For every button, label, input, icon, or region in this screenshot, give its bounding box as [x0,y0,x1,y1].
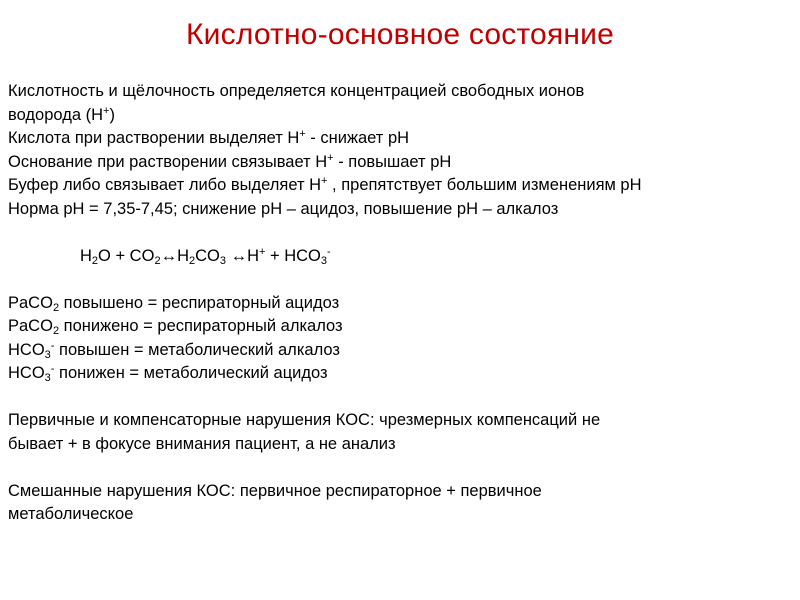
rule-line: PaCO$_2$ повышено = респираторный ацидоз [8,293,340,314]
text-line: водорода (H+) [8,104,115,124]
rule-line: $HCO_3^-$ понижен = метаболический ацидоз [8,363,328,384]
rule-line: $HCO_3^-$ повышен = метаболический алкалоз [8,339,340,361]
text-line: метаболическое [8,505,134,523]
text-line: Кислотность и щёлочность определяется концентрацией свободных ионов [8,82,585,100]
text-line: Буфер либо связывает либо выделяет H+ , препятствует большим изменениям рН [8,175,642,194]
buffer-equation: $H_2O$ + $CO_2\leftrightarrow H_2CO_3$ ↔H+ + $HCO_3^-$ [80,245,331,267]
text-line: Кислота при растворении выделяет H+ - снижает рН [8,128,410,147]
text-line: Смешанные нарушения КОС: первичное респираторное + первичное [8,481,542,500]
slide-body [8,80,788,527]
text-line: Норма рН = 7,35-7,45; снижение рН – ацидоз, повышение рН – алкалоз [8,199,559,218]
spacer [8,386,788,410]
spacer [8,456,788,480]
text-line: бывает + в фокусе внимания пациент, а не анализ [8,434,396,453]
slide-title: Кислотно-основное состояние [186,18,614,51]
spacer [8,221,788,245]
text-line: Первичные и компенсаторные нарушения КОС: чрезмерных компенсаций не [8,411,601,429]
spacer [8,268,788,292]
text-line: Основание при растворении связывает H+ - повышает рН [8,151,452,171]
rule-line: PaCO$_2$ понижено = респираторный алкалоз [8,317,343,337]
